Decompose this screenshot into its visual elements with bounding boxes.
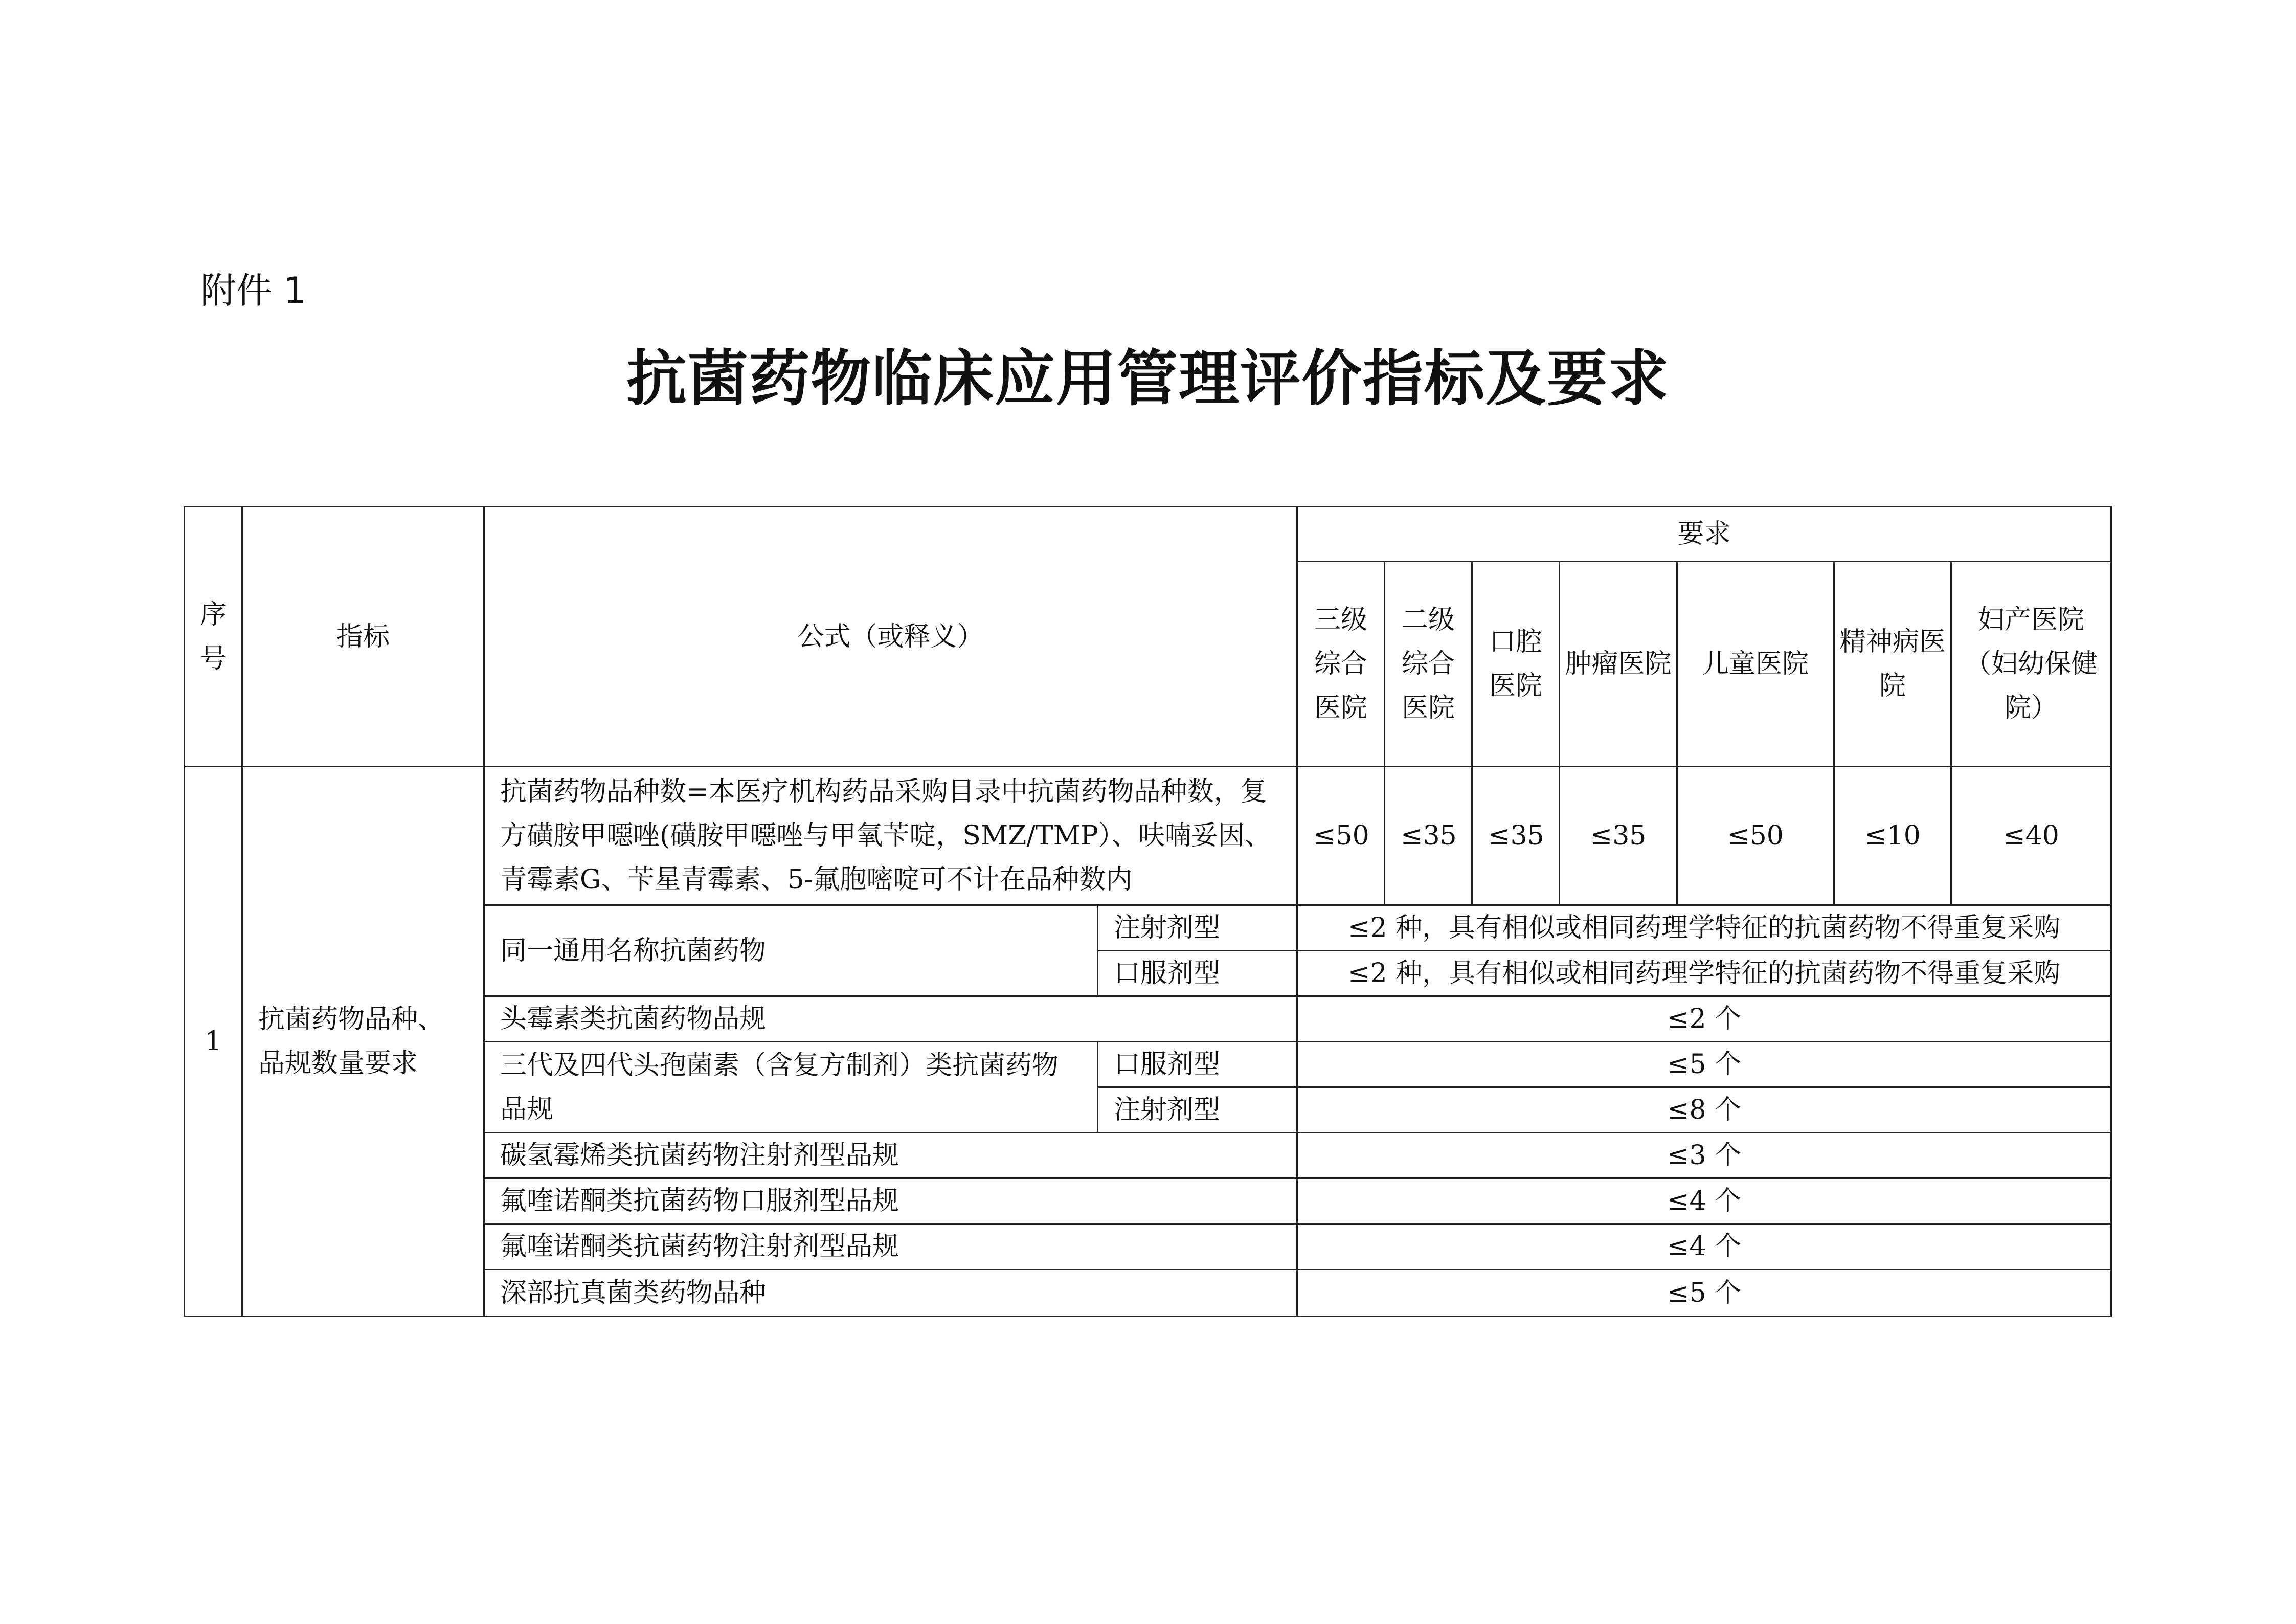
third-fourth-ceph-injection-label: 注射剂型 [1098,1087,1297,1133]
row1-seq: 1 [185,767,242,1317]
header-psychiatric: 精神病医院 [1834,562,1951,767]
header-seq: 序号 [185,507,242,767]
antifungal-label: 深部抗真菌类药物品种 [484,1270,1297,1317]
third-fourth-ceph-oral-label: 口服剂型 [1098,1042,1297,1087]
carbapenem-label: 碳氢霉烯类抗菌药物注射剂型品规 [484,1133,1297,1178]
header-indicator: 指标 [242,507,484,767]
header-oncology: 肿瘤医院 [1560,562,1677,767]
antifungal-value: ≤5 个 [1297,1270,2111,1317]
same-generic-oral-label: 口服剂型 [1098,951,1297,996]
variety-maternity: ≤40 [1951,767,2111,905]
page-title: 抗菌药物临床应用管理评价指标及要求 [626,343,1670,414]
attachment-label: 附件 1 [200,270,306,312]
same-generic-oral-value: ≤2 种，具有相似或相同药理学特征的抗菌药物不得重复采购 [1297,951,2111,996]
fq-oral-label: 氟喹诺酮类抗菌药物口服剂型品规 [484,1178,1297,1224]
variety-dental: ≤35 [1472,767,1560,905]
variety-children: ≤50 [1677,767,1834,905]
carbapenem-value: ≤3 个 [1297,1133,2111,1178]
variety-secondary-general: ≤35 [1385,767,1472,905]
header-dental: 口腔医院 [1472,562,1560,767]
variety-formula: 抗菌药物品种数=本医疗机构药品采购目录中抗菌药物品种数，复方磺胺甲噁唑(磺胺甲噁唑与甲氧苄啶，SMZ/TMP）、呋喃妥因、青霉素G、苄星青霉素、5-氟胞嘧啶可不计在品种数内 [484,767,1297,905]
same-generic-label: 同一通用名称抗菌药物 [484,905,1098,996]
same-generic-injection-value: ≤2 种，具有相似或相同药理学特征的抗菌药物不得重复采购 [1297,905,2111,951]
variety-tertiary-general: ≤50 [1297,767,1385,905]
header-secondary-general: 二级综合医院 [1385,562,1472,767]
header-requirements: 要求 [1297,507,2111,562]
header-tertiary-general: 三级综合医院 [1297,562,1385,767]
fq-injection-value: ≤4 个 [1297,1224,2111,1270]
third-fourth-ceph-oral-value: ≤5 个 [1297,1042,2111,1087]
variety-psychiatric: ≤10 [1834,767,1951,905]
indicator-table [184,506,2112,1317]
row1-indicator: 抗菌药物品种、品规数量要求 [242,767,484,1317]
third-fourth-ceph-label: 三代及四代头孢菌素（含复方制剂）类抗菌药物品规 [484,1042,1098,1133]
third-fourth-ceph-injection-value: ≤8 个 [1297,1087,2111,1133]
cephamycin-label: 头霉素类抗菌药物品规 [484,996,1297,1042]
header-formula: 公式（或释义） [484,507,1297,767]
variety-oncology: ≤35 [1560,767,1677,905]
fq-oral-value: ≤4 个 [1297,1178,2111,1224]
cephamycin-value: ≤2 个 [1297,996,2111,1042]
header-maternity: 妇产医院（妇幼保健院） [1951,562,2111,767]
same-generic-injection-label: 注射剂型 [1098,905,1297,951]
fq-injection-label: 氟喹诺酮类抗菌药物注射剂型品规 [484,1224,1297,1270]
header-children: 儿童医院 [1677,562,1834,767]
